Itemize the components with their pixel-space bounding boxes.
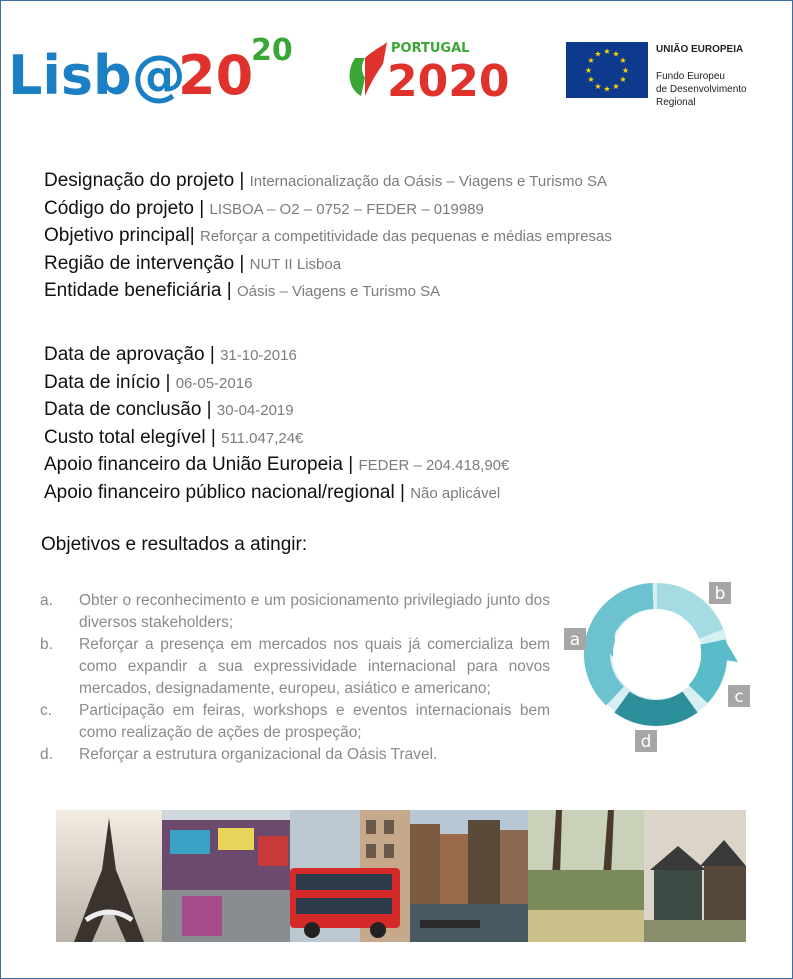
start-date-row [44, 369, 509, 397]
eu-title: UNIÃO EUROPEIA [656, 44, 744, 55]
list-item [40, 634, 550, 700]
portugal-2020-logo [343, 36, 528, 102]
eligible-cost-row [44, 424, 509, 452]
row-separator: | [221, 280, 237, 301]
svg-text:★: ★ [587, 56, 595, 65]
row-value: 30-04-2019 [216, 402, 294, 419]
london-bus-photo [290, 810, 410, 942]
objectives-list [40, 590, 550, 766]
row-label: Designação do projeto [44, 170, 235, 191]
list-letter: c. [40, 702, 53, 719]
eiffel-tower-photo [56, 810, 162, 942]
tulip-garden-photo [528, 810, 644, 942]
row-separator: | [205, 426, 222, 448]
row-label: Data de início [44, 371, 161, 393]
row-label: Apoio financeiro público nacional/regional [44, 481, 395, 503]
row-separator: | [394, 481, 411, 503]
travel-photo-strip [56, 810, 746, 942]
label-b: b [714, 584, 726, 604]
svg-text:★: ★ [603, 47, 611, 56]
svg-text:PORTUGAL: PORTUGAL [391, 41, 470, 56]
svg-text:★: ★ [619, 56, 627, 65]
project-objective-row [44, 222, 612, 250]
list-text: Obter o reconhecimento e um posicionamento privilegiado junto dos diversos stakeholders; [79, 592, 550, 631]
eu-logo [566, 42, 786, 108]
list-text: Reforçar a presença em mercados nos quais já comercializa bem como expandir a sua expressividade internacional para novos mercados, designadamente, europeu, asiático e americano; [79, 636, 550, 697]
svg-text:★: ★ [584, 66, 593, 75]
row-value: Não aplicável [410, 484, 501, 502]
list-letter: d. [40, 746, 53, 763]
svg-text:★: ★ [603, 84, 611, 94]
row-value: LISBOA – O2 – 0752 – FEDER – 019989 [209, 200, 484, 218]
svg-text:★: ★ [619, 75, 627, 84]
label-a: a [569, 630, 581, 650]
row-separator: | [204, 344, 221, 365]
svg-text:Lisb@: Lisb@ [8, 44, 186, 104]
svg-text:20: 20 [178, 44, 254, 104]
project-region-row [44, 250, 612, 278]
svg-text:2020: 2020 [387, 56, 510, 102]
eu-flag-icon [566, 42, 648, 98]
row-value: 31-10-2016 [220, 347, 297, 364]
list-letter: a. [40, 592, 53, 609]
row-label: Data de aprovação [44, 344, 205, 365]
list-item [40, 700, 550, 744]
label-c: c [734, 687, 744, 707]
eu-funding-row [44, 451, 509, 479]
row-value: Oásis – Viagens e Turismo SA [236, 283, 441, 300]
piccadilly-circus-photo [162, 810, 290, 942]
svg-text:★: ★ [621, 66, 630, 75]
lisboa-2020-logo [8, 30, 308, 104]
eu-fund-line1: Fundo Europeu [656, 71, 725, 82]
svg-text:★: ★ [594, 82, 602, 91]
row-value: Internacionalização da Oásis – Viagens e Turismo SA [249, 173, 608, 190]
svg-text:★: ★ [587, 75, 595, 84]
project-dates-funding [44, 341, 509, 506]
row-separator: | [201, 399, 217, 420]
row-value: NUT II Lisboa [249, 255, 342, 273]
row-separator: | [234, 170, 250, 191]
row-label: Data de conclusão [44, 399, 202, 420]
dutch-houses-photo [644, 810, 746, 942]
row-label: Custo total elegível [44, 426, 206, 448]
project-designation-row [44, 167, 612, 195]
objectives-heading: Objetivos e resultados a atingir: [41, 534, 308, 555]
project-code-row [44, 195, 612, 223]
svg-text:20: 20 [251, 33, 293, 68]
row-value: FEDER – 204.418,90€ [358, 457, 510, 474]
row-separator: | [194, 197, 210, 219]
end-date-row [44, 396, 509, 424]
row-separator: | [234, 252, 250, 274]
svg-text:★: ★ [594, 49, 602, 59]
amsterdam-canal-photo [410, 810, 528, 942]
list-item [40, 590, 550, 634]
project-beneficiary-row [44, 277, 612, 305]
svg-text:★: ★ [612, 49, 620, 59]
row-label: Apoio financeiro da União Europeia [44, 454, 343, 475]
label-d: d [640, 732, 652, 752]
list-item [40, 744, 550, 766]
list-text: Reforçar a estrutura organizacional da Oásis Travel. [79, 746, 438, 763]
eu-fund-name [656, 70, 786, 109]
row-separator: | [160, 371, 176, 393]
row-label: Região de intervenção [44, 252, 235, 274]
row-label: Objetivo principal [44, 225, 190, 246]
row-separator: | [189, 225, 200, 246]
list-letter: b. [40, 636, 53, 653]
row-label: Código do projeto [44, 197, 194, 219]
svg-text:★: ★ [612, 82, 620, 91]
list-text: Participação em feiras, workshops e eventos internacionais bem como realização de ações de prospeção; [79, 702, 550, 741]
row-value: Reforçar a competitividade das pequenas e médias empresas [199, 228, 612, 245]
row-separator: | [342, 454, 359, 475]
approval-date-row [44, 341, 509, 369]
eu-fund-line2: de Desenvolvimento Regional [656, 84, 747, 108]
cycle-diagram [560, 578, 760, 758]
row-value: 06-05-2016 [175, 374, 253, 392]
row-value: 511.047,24€ [221, 429, 304, 447]
project-info [44, 167, 612, 305]
row-label: Entidade beneficiária [44, 280, 222, 301]
national-funding-row [44, 479, 509, 507]
